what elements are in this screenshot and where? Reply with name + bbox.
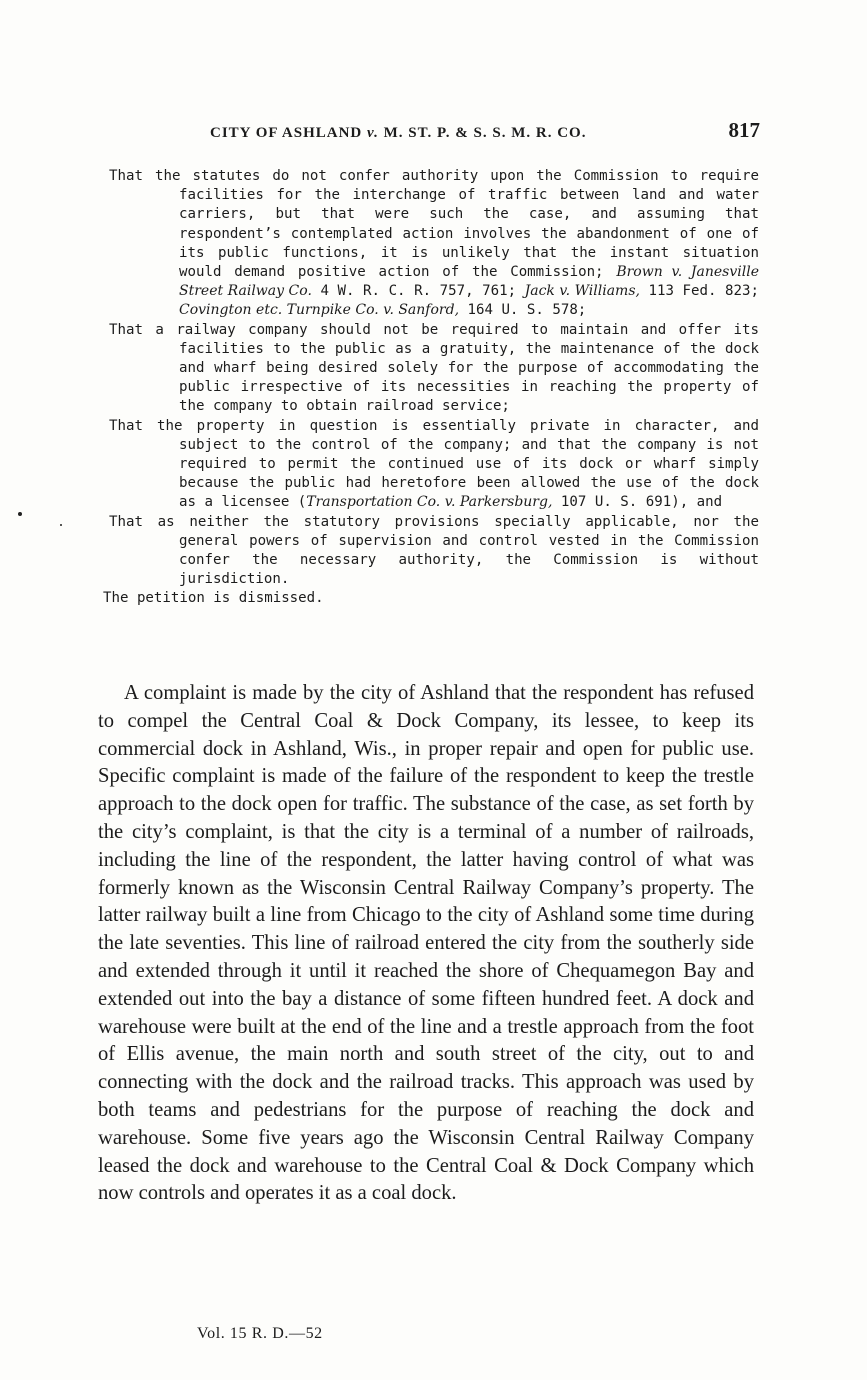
running-title-prefix: CITY OF ASHLAND: [210, 125, 367, 141]
syllabus-item: That as neither the statutory provisions specially applicable, nor the general powers of supervision and control vested in the Commission confer the necessary authority, the Commission is without jurisdiction.: [109, 513, 759, 588]
syllabus-item: That a railway company should not be required to maintain and offer its facilities to the public as a gratuity, the maintenance of the dock and wharf being desired solely for the purpose of accommodating the public irrespective of its necessities in reaching the property of the company to obtain railroad service;: [109, 321, 759, 415]
syllabus-disposition: The petition is dismissed.: [103, 590, 324, 607]
syllabus-text: That the statutes do not confer authority upon the Commission to require facilities for the interchange of traffic between land and water carriers, but that were such the case, and assuming that respondent’s contemplated action involves the abandonment of one of its public functions, it is unlikely that the instant situation would demand positive action of the Commission;: [109, 168, 759, 281]
running-title: [210, 125, 586, 142]
case-citation: Brown v. Janesville Street Railway Co.: [179, 264, 759, 300]
opinion-body: [98, 680, 754, 1208]
syllabus-text: 113 Fed. 823;: [639, 283, 759, 300]
running-title-versus: v.: [367, 125, 379, 141]
syllabus-text: 4 W. R. C. R. 757, 761;: [311, 283, 525, 300]
running-title-suffix: M. ST. P. & S. S. M. R. CO.: [378, 125, 587, 141]
case-citation: Covington etc. Turnpike Co. v. Sanford,: [179, 302, 460, 319]
syllabus-item: [103, 167, 759, 321]
syllabus-text: 164 U. S. 578;: [459, 302, 587, 319]
signature-mark: Vol. 15 R. D.—52: [197, 1325, 323, 1342]
running-header: [210, 118, 760, 143]
syllabus-text: That the property in question is essentially private in character, and subject to the control of the company; and that the company is not required to permit the continued use of its dock or wharf simply because the public had heretofore been allowed the use of the dock as a licensee (: [109, 417, 759, 511]
page-number: 817: [728, 118, 760, 142]
body-paragraph: A complaint is made by the city of Ashland that the respondent has refused to compel the Central Coal & Dock Company, its lessee, to keep its commercial dock in Ashland, Wis., in proper repair and open for public use. Specific complaint is made of the failure of the respondent to keep the trestle approach to the dock open for traffic. The substance of the case, as set forth by the city’s complaint, is that the city is a terminal of a number of railroads, including the line of the respondent, the latter having control of what was formerly known as the Wisconsin Central Railway Company’s property. The latter railway built a line from Chicago to the city of Ashland some time during the late seventies. This line of railroad entered the city from the southerly side and extended through it until it reached the shore of Chequamegon Bay and extended out into the bay a distance of some fifteen hundred feet. A dock and warehouse were built at the end of the line and a trestle approach from the foot of Ellis avenue, the main north and south street of the city, out to and connecting with the dock and the railroad tracks. This approach was used by both teams and pedestrians for the purpose of reaching the dock and warehouse. Some five years ago the Wisconsin Central Railway Company leased the dock and warehouse to the Central Coal & Dock Company which now controls and operates it as a coal dock.: [98, 682, 754, 1205]
syllabus: [103, 167, 759, 609]
syllabus-text: 107 U. S. 691), and: [552, 494, 723, 511]
case-citation: Jack v. Williams,: [524, 283, 640, 300]
scan-speck: [18, 512, 22, 516]
syllabus-item: [103, 417, 759, 513]
scan-speck: [60, 524, 62, 526]
case-citation: Transportation Co. v. Parkersburg,: [306, 494, 553, 511]
